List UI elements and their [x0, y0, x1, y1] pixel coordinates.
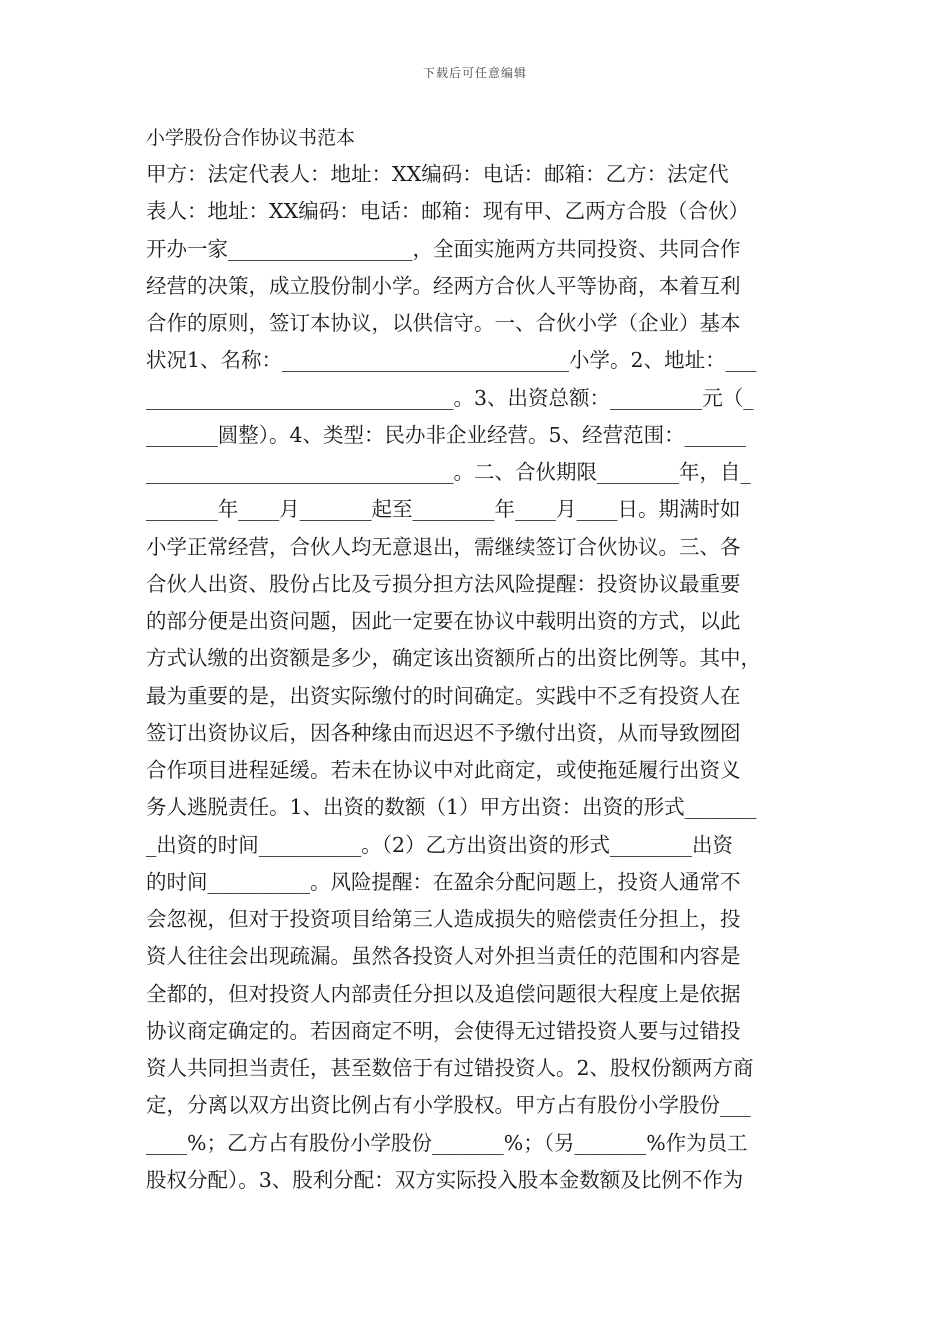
document-line: 合作项目进程延缓。若未在协议中对此商定，或使拖延履行出资义: [146, 758, 741, 782]
document-line: 合伙人出资、股份占比及亏损分担方法风险提醒：投资协议最重要: [146, 571, 741, 596]
document-line: _出资的时间__________。（2）乙方出资出资的形式________出资: [146, 832, 734, 857]
document-line: 的部分便是出资问题，因此一定要在协议中载明出资的方式，以此: [146, 609, 741, 633]
document-line: 小学正常经营，合伙人均无意退出，需继续签订合伙协议。三、各: [146, 534, 741, 559]
document-body: [146, 156, 811, 1199]
header-note: 下载后可任意编辑: [422, 66, 527, 80]
document-line: 务人逃脱责任。1、出资的数额（1）甲方出资：出资的形式_______: [146, 795, 757, 820]
document-line: 方式认缴的出资额是多少，确定该出资额所占的出资比例等。其中，: [146, 646, 761, 671]
document-line: 合作的原则，签订本协议，以供信守。一、合伙小学（企业）基本: [146, 311, 741, 335]
document-line: 资人共同担当责任，甚至数倍于有过错投资人。2、股权份额两方商: [146, 1056, 754, 1080]
document-line: 最为重要的是，出资实际缴付的时间确定。实践中不乏有投资人在: [146, 683, 741, 708]
document-line: _______圆整）。4、类型：民办非企业经营。5、经营范围：______: [146, 422, 747, 447]
document-line: ______________________________。3、出资总额：_________元（_: [146, 385, 754, 410]
document-line: 状况1、名称：____________________________小学。2、地址：___: [146, 348, 757, 373]
document-line: 开办一家__________________，全面实施两方共同投资、共同合作: [146, 236, 741, 261]
document-line: 会忽视，但对于投资项目给第三人造成损失的赔偿责任分担上，投: [146, 907, 741, 931]
document-line: 经营的决策，成立股份制小学。经两方合伙人平等协商，本着互利: [146, 273, 741, 298]
document-line: 股权分配）。3、股利分配：双方实际投入股本金数额及比例不作为: [146, 1167, 744, 1192]
document-line: 全都的，但对投资人内部责任分担以及追偿问题很大程度上是依据: [146, 981, 741, 1006]
document-line: ______________________________。二、合伙期限________年，自_: [146, 460, 751, 484]
document-line: 签订出资协议后，因各种缘由而迟迟不予缴付出资，从而导致囫囵: [146, 720, 741, 745]
document-line: 定，分离以双方出资比例占有小学股权。甲方占有股份小学股份___: [146, 1093, 751, 1118]
document-line: _______年____月_______起至________年____月____日。期满时如: [146, 497, 741, 522]
document-line: 表人：地址：XX编码：电话：邮箱：现有甲、乙两方合股（合伙）: [146, 199, 750, 224]
document-line: 甲方：法定代表人：地址：XX编码：电话：邮箱：乙方：法定代: [146, 162, 729, 186]
document-line: 的时间__________。风险提醒：在盈余分配问题上，投资人通常不: [146, 869, 741, 894]
document-line: 协议商定确定的。若因商定不明，会使得无过错投资人要与过错投: [146, 1018, 741, 1043]
document-line: 资人往往会出现疏漏。虽然各投资人对外担当责任的范围和内容是: [146, 944, 741, 969]
document-title: 小学股份合作协议书范本: [146, 127, 356, 149]
document-line: ____%；乙方占有股份小学股份_______%；（另_______%作为员工: [146, 1130, 748, 1155]
